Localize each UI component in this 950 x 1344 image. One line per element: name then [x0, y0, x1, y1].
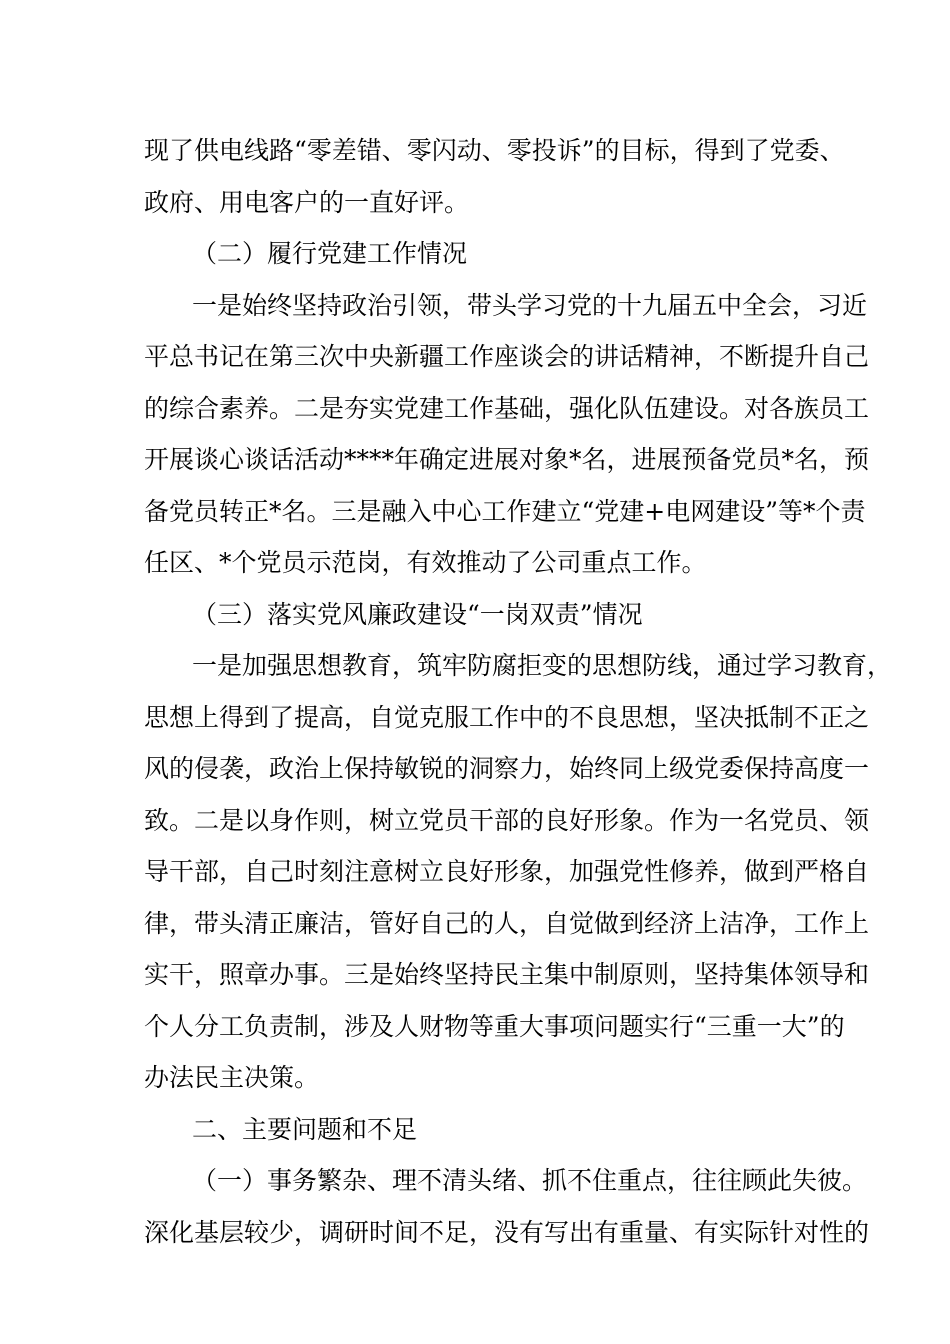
paragraph-line: 个人分工负责制，涉及人财物等重大事项问题实行“三重一大”的 — [144, 1012, 845, 1041]
paragraph-line: 致。二是以身作则，树立党员干部的良好形象。作为一名党员、领 — [144, 806, 870, 835]
subsection-heading: （一）事务繁杂、理不清头绪、抓不住重点，往往顾此失彼。 — [192, 1166, 868, 1195]
paragraph-line: 实干，照章办事。三是始终坚持民主集中制原则，坚持集体领导和 — [144, 960, 870, 989]
paragraph-line: 思想上得到了提高，自觉克服工作中的不良思想，坚决抵制不正之 — [144, 703, 870, 732]
paragraph-line: 任区、*个党员示范岗，有效推动了公司重点工作。 — [144, 548, 707, 577]
section-heading: 二、主要问题和不足 — [192, 1115, 418, 1144]
paragraph-line: 办法民主决策。 — [144, 1063, 320, 1092]
paragraph-line: 备党员转正*名。三是融入中心工作建立“党建+电网建设”等*个责 — [144, 497, 866, 526]
paragraph-line: 深化基层较少，调研时间不足，没有写出有重量、有实际针对性的 — [144, 1218, 870, 1247]
paragraph-line: 律，带头清正廉洁，管好自己的人，自觉做到经济上洁净，工作上 — [144, 909, 870, 938]
paragraph-line: 一是加强思想教育，筑牢防腐拒变的思想防线，通过学习教育， — [192, 651, 893, 680]
paragraph-line: 导干部，自己时刻注意树立良好形象，加强党性修养，做到严格自 — [144, 857, 870, 886]
paragraph-line: 平总书记在第三次中央新疆工作座谈会的讲话精神，不断提升自己 — [144, 342, 870, 371]
paragraph-line: 开展谈心谈话活动****年确定进展对象*名，进展预备党员*名，预 — [144, 445, 870, 474]
paragraph-line: 政府、用电客户的一直好评。 — [144, 188, 470, 217]
paragraph-line: 一是始终坚持政治引领，带头学习党的十九届五中全会，习近 — [192, 291, 868, 320]
section-heading: （三）落实党风廉政建设“一岗双责”情况 — [192, 600, 643, 629]
paragraph-line: 的综合素养。二是夯实党建工作基础，强化队伍建设。对各族员工 — [144, 394, 870, 423]
paragraph-line: 现了供电线路“零差错、零闪动、零投诉”的目标，得到了党委、 — [144, 136, 845, 165]
paragraph-line: 风的侵袭，政治上保持敏锐的洞察力，始终同上级党委保持高度一 — [144, 754, 870, 783]
section-heading: （二）履行党建工作情况 — [192, 239, 468, 268]
